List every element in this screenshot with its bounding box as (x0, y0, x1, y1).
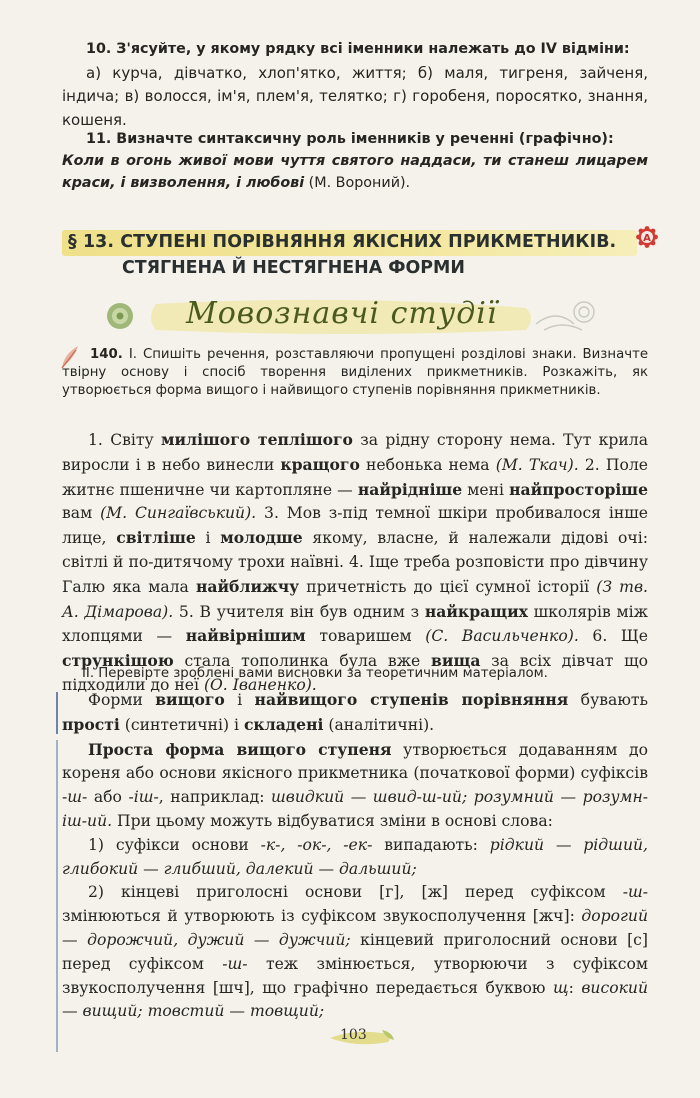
theory-suffix: -іш- (128, 788, 159, 807)
theory-paragraph-2 (62, 738, 648, 834)
sentence-text: товаришем (305, 627, 426, 646)
theory-margin-bar (56, 692, 58, 734)
sentence-text: 6. Ще (578, 627, 648, 646)
highlighted-adjective: світліше (116, 528, 196, 548)
page-number: 103 (340, 1027, 367, 1043)
sentence-source: (С. Васильченко). (425, 627, 579, 646)
sentence-text: 1. Світу (88, 431, 161, 449)
highlighted-adjective: найближчу (195, 576, 300, 596)
theory-text: , наприклад: (158, 788, 271, 807)
sentence-source: (М. Сингаївський). (100, 504, 257, 523)
section-header (62, 226, 662, 286)
sentence-source: (О. Іваненко). (203, 675, 317, 694)
theory-example: дорогий — дорожчий, дужий — дужчий; (62, 907, 648, 949)
theory-text: і (224, 691, 255, 709)
theory-block (62, 688, 648, 1024)
highlighted-adjective: молодше (220, 528, 303, 548)
highlighted-adjective: вища (431, 651, 481, 671)
sentence-text: стала тополинка була вже (173, 652, 432, 671)
theory-example: швидкий — швид-ш-ий; розумний — розумн-іш-ий. (62, 788, 648, 830)
theory-text: або (87, 788, 129, 807)
exercise-11-body (62, 150, 648, 194)
flower-icon (107, 303, 133, 329)
exercise-10 (62, 38, 648, 132)
level-badge-icon (636, 226, 658, 248)
theory-term: найвищого ступенів порівняння (254, 690, 569, 709)
studies-banner (96, 294, 606, 340)
theory-example: рідкий — рідший, глибокий — глибший, далекий — дальший; (62, 835, 648, 878)
theory-paragraph-1 (62, 688, 648, 738)
highlighted-adjective: милішого теплішого (161, 430, 353, 449)
exercise-10-question: 10. З'ясуйте, у якому рядку всі іменники належать до IV відміни: (86, 41, 630, 57)
highlighted-adjective: найвірнішим (185, 626, 306, 646)
theory-text: утворюється додаванням до кореня або основи якісного прикметника (початкової форми) суфіксів (62, 740, 649, 783)
sentence-text: якому, власне, й належали дідові очі: світлі й по-дитячому трохи наївні. 4. Іще треба розповісти про дівчину Галю яка мала (62, 529, 648, 596)
theory-margin-bar (56, 740, 58, 1052)
theory-text: 1) суфікси основи (88, 835, 261, 854)
sentence-text: і (195, 529, 221, 548)
theory-text: теж змінюється, утворюючи з суфіксом звукосполучення [шч], що графічно передається буквою (62, 954, 648, 997)
theory-suffix: -к-, -ок-, -ек- (260, 835, 373, 854)
highlighted-adjective: найкращих (424, 601, 528, 621)
sentence-source: (З тв. А. Дімарова). (62, 577, 649, 621)
task-140-text: I. Спишіть речення, розставляючи пропущені розділові знаки. Визначте твірну основу і спосіб творення виділених прикметників. Розкажіть, як утворюється форма вищого і найвищого ступенів порівняння прикметників. (62, 347, 648, 399)
highlighted-adjective: найпросторіше (509, 479, 648, 499)
sentence-text: школярів між хлопцями — (62, 602, 649, 646)
sentence-text: 2. Поле житнє пшеничне чи картопляне — (62, 455, 648, 499)
sentence-text: за рідну сторону нема. Тут крила виросли і в небо винесли (62, 431, 648, 474)
sentence-text: 3. Мов з-під темної шкіри пробивалося інше лице, (62, 504, 648, 548)
exercise-11-sentence: Коли в огонь живої мови чуття святого наддаси, ти станеш лицарем краси, і визволення, і любові (62, 153, 648, 191)
theory-term: Проста форма вищого ступеня (88, 739, 392, 759)
theory-text: 2) кінцеві приголосні основи [г], [ж] перед суфіксом (88, 883, 623, 902)
theory-text: бувають (568, 691, 649, 709)
theory-text: кінцевий приголосний основи [с] перед суфіксом (62, 930, 648, 973)
highlighted-adjective: кращого (280, 454, 360, 474)
theory-letter: щ (553, 978, 569, 997)
task-140-part2: II. Перевірте зроблені вами висновки за теоретичним матеріалом. (82, 666, 548, 681)
theory-text: (аналітичні). (323, 715, 435, 734)
sentence-text: за всіх дівчат що підходили до неї (62, 652, 648, 694)
section-title-line1: § 13. СТУПЕНІ ПОРІВНЯННЯ ЯКІСНИХ ПРИКМЕТНИКІВ. (68, 232, 617, 252)
page-number-badge (326, 1026, 396, 1048)
theory-text: Форми (88, 691, 156, 709)
sentence-text: причетність до цієї сумної історії (299, 577, 597, 596)
sentence-source: (М. Ткач). (495, 455, 579, 474)
highlighted-adjective: стрункішою (62, 651, 174, 671)
theory-term: вищого (155, 690, 225, 709)
section-title-line2: СТЯГНЕНА Й НЕСТЯГНЕНА ФОРМИ (122, 258, 465, 278)
theory-text: змінюються й утворюють із суфіксом звукосполучення [жч]: (62, 907, 582, 926)
theory-term: прості (62, 714, 120, 734)
theory-suffix: -ш- (622, 883, 648, 902)
exercise-11-source: (М. Вороний). (308, 175, 411, 191)
exercise-10-answer: а) курча, дівчатко, хлоп'ятко, життя; б) маля, тигреня, зайченя, індича; в) волосся, ім'я, плем'я, телятко; г) горобеня, поросятко, знання, кошеня. (62, 63, 648, 129)
exercise-11 (62, 128, 648, 194)
task-140 (62, 346, 648, 401)
theory-text: При цьому можуть відбуватися зміни в основі слова: (112, 811, 553, 830)
sentence-text: небонька нема (359, 455, 496, 474)
theory-example: високий — вищий; товстий — товщий; (62, 978, 648, 1021)
theory-term: складені (243, 714, 324, 734)
highlighted-adjective: найрідніше (357, 479, 463, 499)
theory-text: (синтетичні) і (119, 715, 244, 734)
banner-title: Мовознавчі студії (186, 296, 498, 331)
sentence-text: мені (462, 480, 510, 499)
swirl-ornament-icon (536, 302, 594, 330)
exercise-sentences (62, 428, 648, 698)
theory-text: : (568, 978, 582, 997)
theory-paragraph-4 (62, 881, 648, 1024)
level-badge-letter: А (643, 233, 651, 244)
sentence-text: вам (62, 504, 101, 523)
theory-suffix: -ш- (62, 788, 88, 807)
theory-paragraph-3 (62, 834, 648, 882)
exercise-11-question: 11. Визначте синтаксичну роль іменників у реченні (графічно): (86, 131, 614, 147)
sentence-text: 5. В учителя він був одним з (173, 602, 425, 621)
theory-text: випадають: (372, 835, 490, 854)
task-140-number: 140. (90, 347, 123, 362)
theory-suffix: -ш- (222, 954, 248, 973)
